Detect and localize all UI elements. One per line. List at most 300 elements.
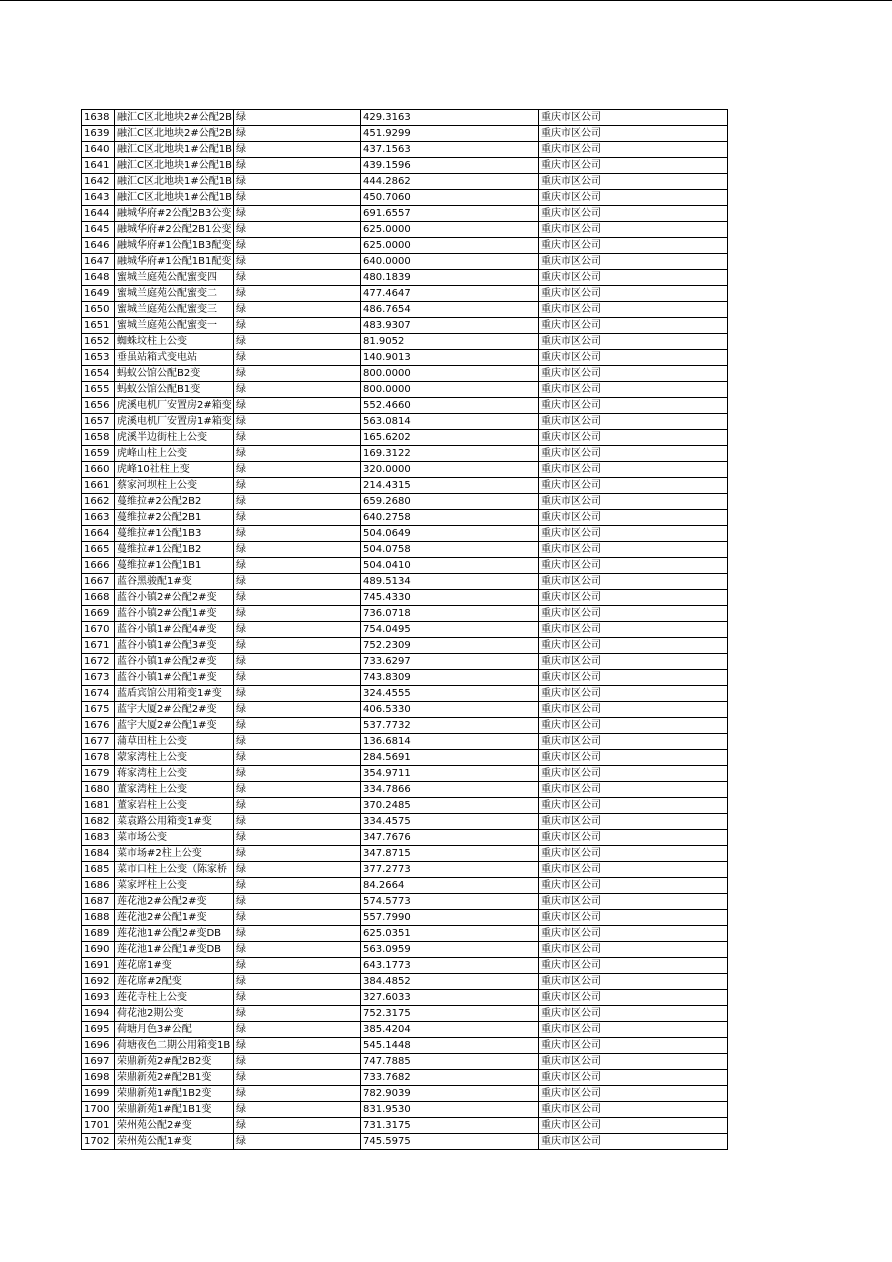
table-row [82,974,728,990]
cell-company: 重庆市区公司 [539,622,728,638]
cell-value: 429.3163 [361,110,539,126]
cell-index: 1662 [82,494,115,510]
cell-value: 557.7990 [361,910,539,926]
cell-status: 绿 [234,862,361,878]
cell-status: 绿 [234,142,361,158]
table-row [82,830,728,846]
cell-value: 347.7676 [361,830,539,846]
cell-status: 绿 [234,430,361,446]
table-row [82,574,728,590]
cell-name: 蔓维拉#2公配2B2 [115,494,234,510]
table-row [82,1102,728,1118]
cell-index: 1674 [82,686,115,702]
cell-index: 1648 [82,270,115,286]
cell-status: 绿 [234,526,361,542]
cell-index: 1702 [82,1134,115,1150]
cell-company: 重庆市区公司 [539,1118,728,1134]
cell-status: 绿 [234,334,361,350]
cell-name: 蜜城兰庭苑公配蜜变四 [115,270,234,286]
table-row [82,1070,728,1086]
cell-status: 绿 [234,462,361,478]
cell-status: 绿 [234,206,361,222]
cell-index: 1668 [82,590,115,606]
cell-name: 莲花池2#公配2#变 [115,894,234,910]
cell-name: 荣鼎新苑2#配2B1变 [115,1070,234,1086]
cell-status: 绿 [234,686,361,702]
cell-name: 虎溪电机厂安置房2#箱变 [115,398,234,414]
cell-status: 绿 [234,382,361,398]
table-row [82,1134,728,1150]
table-row [82,350,728,366]
cell-company: 重庆市区公司 [539,526,728,542]
cell-index: 1677 [82,734,115,750]
table-row [82,318,728,334]
cell-status: 绿 [234,590,361,606]
cell-company: 重庆市区公司 [539,574,728,590]
table-row [82,1006,728,1022]
cell-company: 重庆市区公司 [539,1102,728,1118]
cell-name: 融汇C区北地块2#公配2B [115,126,234,142]
cell-value: 574.5773 [361,894,539,910]
cell-company: 重庆市区公司 [539,670,728,686]
cell-company: 重庆市区公司 [539,334,728,350]
cell-index: 1686 [82,878,115,894]
cell-name: 虎峰山柱上公变 [115,446,234,462]
table-row [82,734,728,750]
cell-company: 重庆市区公司 [539,1006,728,1022]
cell-name: 莲花池1#公配1#变DB [115,942,234,958]
table-row [82,926,728,942]
table-row [82,238,728,254]
cell-company: 重庆市区公司 [539,942,728,958]
table-row [82,606,728,622]
cell-name: 蔓维拉#1公配1B2 [115,542,234,558]
table-row [82,110,728,126]
table-row [82,430,728,446]
cell-name: 蒙家湾柱上公变 [115,750,234,766]
cell-name: 融汇C区北地块1#公配1B [115,174,234,190]
cell-company: 重庆市区公司 [539,462,728,478]
cell-name: 荣州苑公配2#变 [115,1118,234,1134]
cell-index: 1684 [82,846,115,862]
cell-company: 重庆市区公司 [539,510,728,526]
cell-status: 绿 [234,878,361,894]
cell-index: 1669 [82,606,115,622]
cell-company: 重庆市区公司 [539,190,728,206]
table-row [82,718,728,734]
cell-name: 菜袁路公用箱变1#变 [115,814,234,830]
cell-company: 重庆市区公司 [539,894,728,910]
cell-status: 绿 [234,398,361,414]
cell-index: 1642 [82,174,115,190]
cell-status: 绿 [234,494,361,510]
table-row [82,622,728,638]
cell-company: 重庆市区公司 [539,110,728,126]
cell-company: 重庆市区公司 [539,126,728,142]
table-row [82,702,728,718]
cell-name: 荷塘夜色二期公用箱变1B [115,1038,234,1054]
cell-value: 370.2485 [361,798,539,814]
cell-status: 绿 [234,782,361,798]
cell-value: 640.0000 [361,254,539,270]
cell-name: 荣鼎新苑1#配1B1变 [115,1102,234,1118]
table-row [82,654,728,670]
cell-index: 1698 [82,1070,115,1086]
cell-status: 绿 [234,174,361,190]
cell-value: 483.9307 [361,318,539,334]
cell-index: 1690 [82,942,115,958]
cell-company: 重庆市区公司 [539,830,728,846]
cell-index: 1645 [82,222,115,238]
cell-company: 重庆市区公司 [539,654,728,670]
cell-name: 菜家坪柱上公变 [115,878,234,894]
cell-index: 1655 [82,382,115,398]
cell-value: 504.0649 [361,526,539,542]
cell-index: 1638 [82,110,115,126]
cell-value: 84.2664 [361,878,539,894]
table-row [82,206,728,222]
cell-name: 董家湾柱上公变 [115,782,234,798]
table-row [82,382,728,398]
cell-value: 745.4330 [361,590,539,606]
cell-index: 1692 [82,974,115,990]
table-row [82,814,728,830]
cell-index: 1654 [82,366,115,382]
cell-status: 绿 [234,798,361,814]
cell-company: 重庆市区公司 [539,926,728,942]
cell-name: 垂虽站箱式变电站 [115,350,234,366]
cell-name: 蓝谷黑骏配1#变 [115,574,234,590]
table-row [82,334,728,350]
cell-index: 1639 [82,126,115,142]
cell-status: 绿 [234,1102,361,1118]
cell-company: 重庆市区公司 [539,1134,728,1150]
cell-status: 绿 [234,926,361,942]
cell-name: 蔓维拉#1公配1B3 [115,526,234,542]
cell-status: 绿 [234,238,361,254]
cell-company: 重庆市区公司 [539,734,728,750]
cell-value: 486.7654 [361,302,539,318]
cell-index: 1664 [82,526,115,542]
cell-company: 重庆市区公司 [539,638,728,654]
cell-index: 1687 [82,894,115,910]
table-row [82,542,728,558]
table-row [82,414,728,430]
cell-index: 1657 [82,414,115,430]
cell-index: 1656 [82,398,115,414]
cell-company: 重庆市区公司 [539,430,728,446]
cell-value: 800.0000 [361,382,539,398]
table-row [82,398,728,414]
cell-status: 绿 [234,126,361,142]
cell-company: 重庆市区公司 [539,910,728,926]
cell-value: 743.8309 [361,670,539,686]
cell-company: 重庆市区公司 [539,1022,728,1038]
cell-name: 荣州苑公配1#变 [115,1134,234,1150]
cell-company: 重庆市区公司 [539,718,728,734]
cell-company: 重庆市区公司 [539,270,728,286]
table-row [82,462,728,478]
table-row [82,878,728,894]
cell-value: 334.7866 [361,782,539,798]
cell-status: 绿 [234,766,361,782]
cell-company: 重庆市区公司 [539,286,728,302]
cell-name: 融汇C区北地块2#公配2B [115,110,234,126]
cell-status: 绿 [234,1022,361,1038]
cell-name: 莲花寺柱上公变 [115,990,234,1006]
cell-value: 354.9711 [361,766,539,782]
cell-index: 1672 [82,654,115,670]
cell-name: 蚂蚁公馆公配B2变 [115,366,234,382]
cell-company: 重庆市区公司 [539,782,728,798]
cell-company: 重庆市区公司 [539,318,728,334]
cell-index: 1682 [82,814,115,830]
page-top-border [0,0,892,1]
cell-index: 1680 [82,782,115,798]
table-row [82,174,728,190]
cell-company: 重庆市区公司 [539,766,728,782]
cell-company: 重庆市区公司 [539,606,728,622]
cell-name: 蚂蚁公馆公配B1变 [115,382,234,398]
cell-status: 绿 [234,510,361,526]
cell-status: 绿 [234,1086,361,1102]
cell-company: 重庆市区公司 [539,974,728,990]
cell-name: 融城华府#1公配1B3配变 [115,238,234,254]
cell-status: 绿 [234,718,361,734]
cell-value: 563.0814 [361,414,539,430]
table-row [82,286,728,302]
cell-value: 477.4647 [361,286,539,302]
cell-name: 莲花池1#公配2#变DB [115,926,234,942]
cell-index: 1644 [82,206,115,222]
cell-index: 1688 [82,910,115,926]
table-row [82,478,728,494]
cell-index: 1666 [82,558,115,574]
cell-name: 莲花席#2配变 [115,974,234,990]
cell-status: 绿 [234,158,361,174]
cell-index: 1643 [82,190,115,206]
cell-status: 绿 [234,830,361,846]
table-row [82,366,728,382]
cell-company: 重庆市区公司 [539,206,728,222]
cell-company: 重庆市区公司 [539,878,728,894]
cell-status: 绿 [234,958,361,974]
cell-index: 1694 [82,1006,115,1022]
cell-value: 136.6814 [361,734,539,750]
cell-name: 蓝谷小镇1#公配2#变 [115,654,234,670]
cell-company: 重庆市区公司 [539,446,728,462]
cell-company: 重庆市区公司 [539,590,728,606]
cell-company: 重庆市区公司 [539,958,728,974]
cell-name: 蜜城兰庭苑公配蜜变一 [115,318,234,334]
cell-status: 绿 [234,1118,361,1134]
cell-status: 绿 [234,734,361,750]
cell-value: 214.4315 [361,478,539,494]
cell-name: 蓝谷小镇2#公配2#变 [115,590,234,606]
cell-name: 蓝谷小镇2#公配1#变 [115,606,234,622]
cell-name: 蓝谷小镇1#公配4#变 [115,622,234,638]
cell-value: 377.2773 [361,862,539,878]
cell-index: 1647 [82,254,115,270]
cell-status: 绿 [234,270,361,286]
cell-value: 782.9039 [361,1086,539,1102]
table-row [82,1022,728,1038]
cell-status: 绿 [234,446,361,462]
table-row [82,894,728,910]
table-row [82,686,728,702]
cell-index: 1673 [82,670,115,686]
table-row [82,862,728,878]
table-row [82,302,728,318]
cell-index: 1681 [82,798,115,814]
cell-value: 752.3175 [361,1006,539,1022]
cell-value: 625.0000 [361,222,539,238]
cell-status: 绿 [234,574,361,590]
cell-name: 荷塘月色3#公配 [115,1022,234,1038]
cell-name: 蔓维拉#1公配1B1 [115,558,234,574]
cell-index: 1683 [82,830,115,846]
cell-value: 385.4204 [361,1022,539,1038]
cell-index: 1659 [82,446,115,462]
cell-index: 1667 [82,574,115,590]
cell-value: 552.4660 [361,398,539,414]
table-row [82,1038,728,1054]
table-row [82,494,728,510]
cell-index: 1679 [82,766,115,782]
cell-index: 1640 [82,142,115,158]
cell-company: 重庆市区公司 [539,798,728,814]
cell-status: 绿 [234,894,361,910]
cell-status: 绿 [234,254,361,270]
cell-company: 重庆市区公司 [539,542,728,558]
cell-company: 重庆市区公司 [539,254,728,270]
cell-status: 绿 [234,702,361,718]
cell-value: 327.6033 [361,990,539,1006]
table-row [82,942,728,958]
cell-value: 754.0495 [361,622,539,638]
cell-company: 重庆市区公司 [539,750,728,766]
cell-index: 1689 [82,926,115,942]
cell-value: 169.3122 [361,446,539,462]
cell-name: 蒲草田柱上公变 [115,734,234,750]
table-row [82,846,728,862]
table-row [82,638,728,654]
cell-value: 831.9530 [361,1102,539,1118]
cell-index: 1678 [82,750,115,766]
cell-name: 虎溪半边街柱上公变 [115,430,234,446]
cell-company: 重庆市区公司 [539,238,728,254]
cell-status: 绿 [234,670,361,686]
table-row [82,158,728,174]
cell-index: 1641 [82,158,115,174]
cell-value: 731.3175 [361,1118,539,1134]
cell-status: 绿 [234,606,361,622]
cell-name: 蜜城兰庭苑公配蜜变三 [115,302,234,318]
cell-name: 虎溪电机厂安置房1#箱变 [115,414,234,430]
cell-value: 384.4852 [361,974,539,990]
cell-name: 蒋家湾柱上公变 [115,766,234,782]
cell-company: 重庆市区公司 [539,1086,728,1102]
cell-name: 蓝宇大厦2#公配2#变 [115,702,234,718]
cell-company: 重庆市区公司 [539,862,728,878]
cell-index: 1653 [82,350,115,366]
cell-name: 蜘蛛坟柱上公变 [115,334,234,350]
cell-value: 747.7885 [361,1054,539,1070]
table-row [82,782,728,798]
cell-value: 320.0000 [361,462,539,478]
cell-name: 虎峰10社柱上变 [115,462,234,478]
cell-status: 绿 [234,1054,361,1070]
cell-name: 菜市口柱上公变（陈家桥 [115,862,234,878]
cell-company: 重庆市区公司 [539,142,728,158]
cell-status: 绿 [234,814,361,830]
cell-name: 融城华府#1公配1B1配变 [115,254,234,270]
cell-status: 绿 [234,414,361,430]
cell-company: 重庆市区公司 [539,814,728,830]
data-table [81,109,728,1150]
cell-index: 1646 [82,238,115,254]
cell-status: 绿 [234,750,361,766]
cell-name: 融汇C区北地块1#公配1B [115,190,234,206]
cell-company: 重庆市区公司 [539,1070,728,1086]
cell-index: 1652 [82,334,115,350]
cell-index: 1691 [82,958,115,974]
cell-name: 荷花池2期公变 [115,1006,234,1022]
table-row [82,1054,728,1070]
cell-value: 545.1448 [361,1038,539,1054]
cell-status: 绿 [234,638,361,654]
table-row [82,270,728,286]
cell-company: 重庆市区公司 [539,366,728,382]
table-row [82,670,728,686]
cell-value: 406.5330 [361,702,539,718]
cell-value: 140.9013 [361,350,539,366]
table-row [82,558,728,574]
cell-value: 480.1839 [361,270,539,286]
cell-company: 重庆市区公司 [539,398,728,414]
cell-company: 重庆市区公司 [539,558,728,574]
cell-status: 绿 [234,350,361,366]
table-row [82,798,728,814]
table-row [82,126,728,142]
cell-status: 绿 [234,990,361,1006]
cell-name: 蔓维拉#2公配2B1 [115,510,234,526]
cell-value: 736.0718 [361,606,539,622]
cell-name: 融城华府#2公配2B3公变 [115,206,234,222]
cell-name: 蓝宇大厦2#公配1#变 [115,718,234,734]
table-body [82,110,728,1150]
cell-name: 董家岩柱上公变 [115,798,234,814]
cell-value: 439.1596 [361,158,539,174]
cell-value: 745.5975 [361,1134,539,1150]
table-row [82,190,728,206]
cell-status: 绿 [234,318,361,334]
cell-status: 绿 [234,222,361,238]
cell-name: 菜市场#2柱上公变 [115,846,234,862]
cell-index: 1699 [82,1086,115,1102]
cell-value: 625.0351 [361,926,539,942]
cell-status: 绿 [234,942,361,958]
cell-status: 绿 [234,286,361,302]
cell-status: 绿 [234,558,361,574]
cell-index: 1661 [82,478,115,494]
cell-value: 284.5691 [361,750,539,766]
cell-value: 643.1773 [361,958,539,974]
cell-company: 重庆市区公司 [539,846,728,862]
cell-status: 绿 [234,1038,361,1054]
cell-name: 融城华府#2公配2B1公变 [115,222,234,238]
cell-index: 1697 [82,1054,115,1070]
